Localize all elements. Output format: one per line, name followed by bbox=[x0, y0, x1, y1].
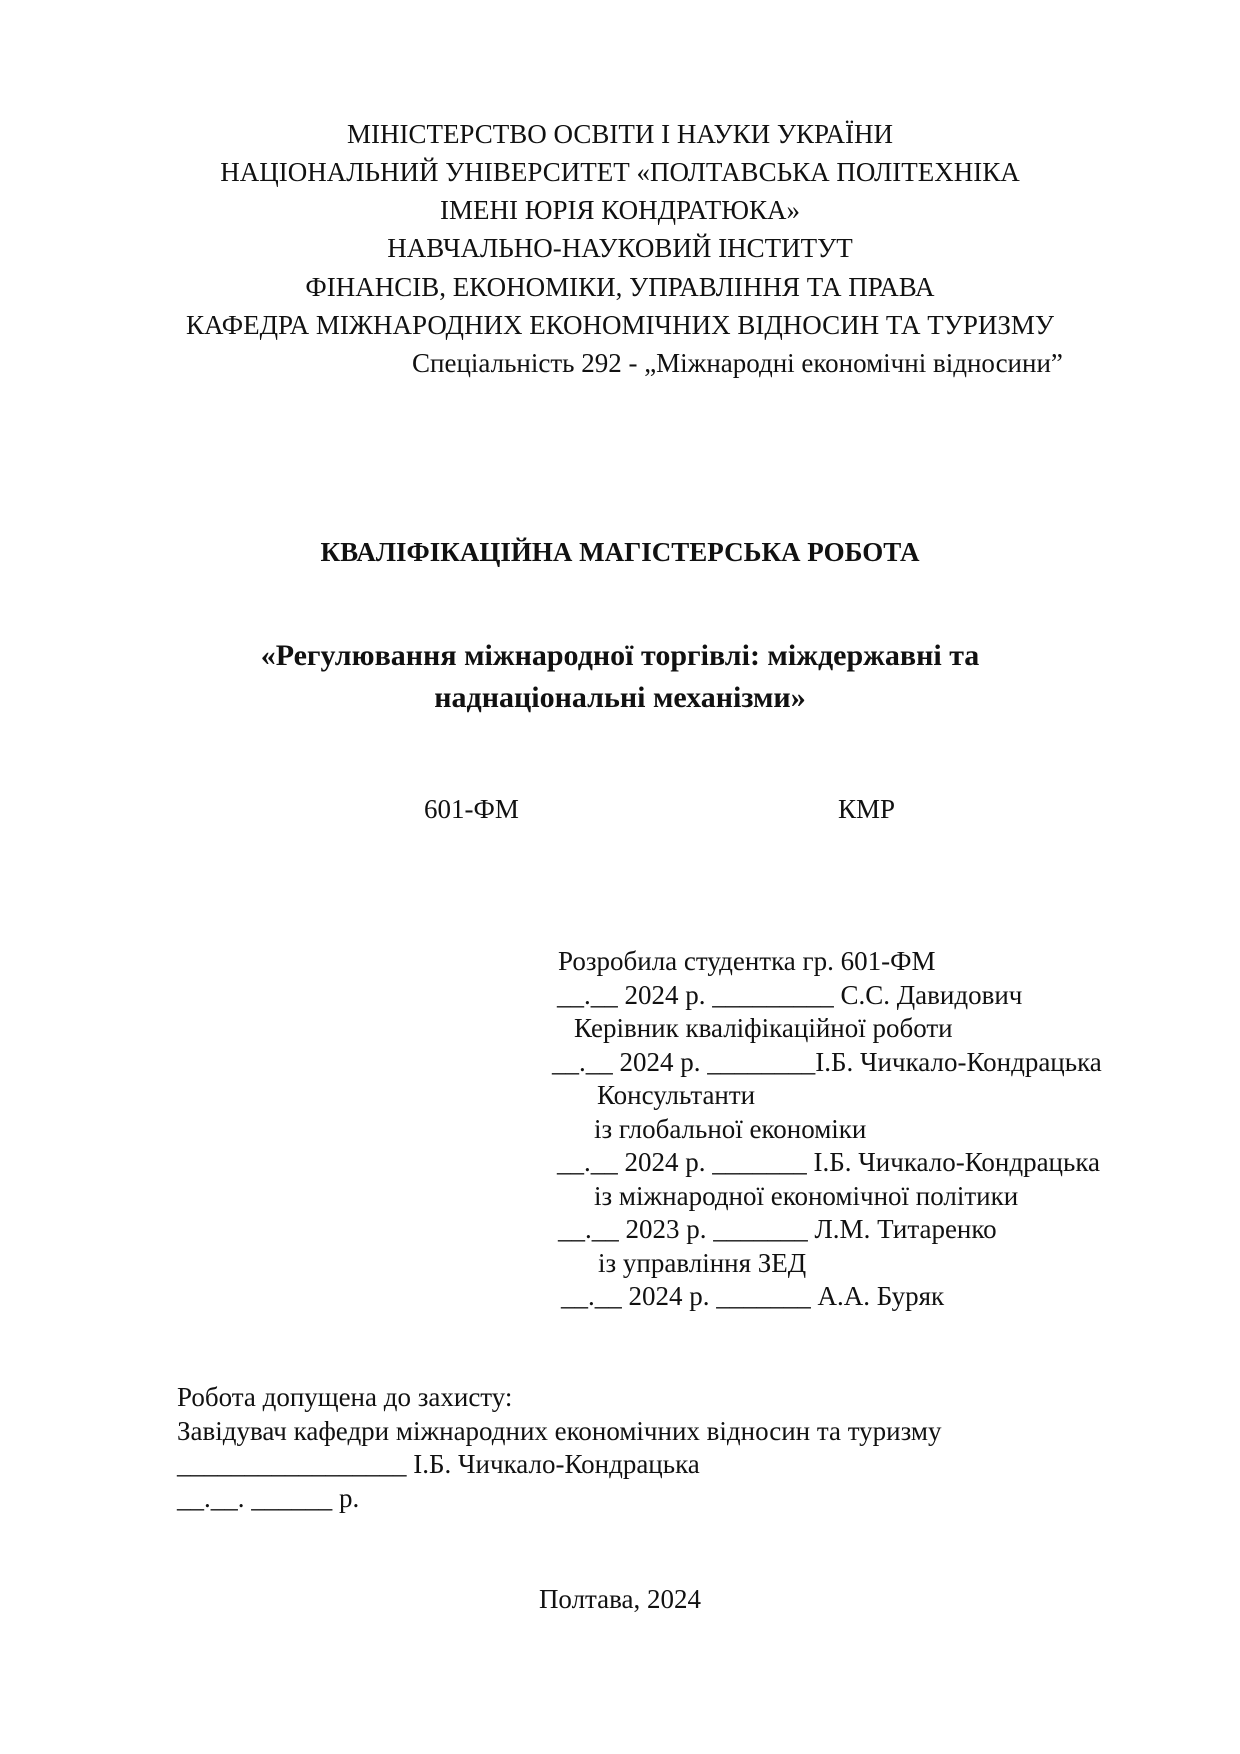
work-kind-code: КМР bbox=[838, 794, 896, 824]
group-code: 601-ФМ bbox=[424, 794, 519, 824]
specialty-line: Спеціальність 292 - „Міжнародні економічні відносини” bbox=[412, 348, 1063, 378]
university-line-2: ІМЕНІ ЮРІЯ КОНДРАТЮКА» bbox=[440, 195, 800, 225]
signature-line-consultant-1: __.__ 2024 р. _______ І.Б. Чичкало-Кондрацька bbox=[557, 1147, 1101, 1177]
admission-line-4: __.__. ______ р. bbox=[177, 1483, 360, 1513]
signature-line-consultants-title: Консультанти bbox=[597, 1080, 756, 1110]
institute-line-2: ФІНАНСІВ, ЕКОНОМІКИ, УПРАВЛІННЯ ТА ПРАВА bbox=[305, 272, 935, 302]
signature-line-global-economy: із глобальної економіки bbox=[594, 1114, 867, 1144]
admission-line-2: Завідувач кафедри міжнародних економічних відносин та туризму bbox=[177, 1416, 942, 1446]
topic-line-1: «Регулювання міжнародної торгівлі: міждержавні та bbox=[260, 639, 980, 672]
signature-line-author: __.__ 2024 р. _________ С.С. Давидович bbox=[557, 980, 1023, 1010]
admission-line-3: _________________ І.Б. Чичкало-Кондрацька bbox=[177, 1449, 700, 1479]
signature-line-intl-policy: із міжнародної економічної політики bbox=[594, 1181, 1019, 1211]
department-line: КАФЕДРА МІЖНАРОДНИХ ЕКОНОМІЧНИХ ВІДНОСИН ТА ТУРИЗМУ bbox=[186, 310, 1054, 340]
city-year: Полтава, 2024 bbox=[538, 1584, 702, 1614]
signature-line-consultant-3: __.__ 2024 р. _______ А.А. Буряк bbox=[561, 1281, 945, 1311]
signature-line-author-title: Розробила студентка гр. 601-ФМ bbox=[558, 946, 936, 976]
work-type-title: КВАЛІФІКАЦІЙНА МАГІСТЕРСЬКА РОБОТА bbox=[320, 537, 920, 567]
signature-line-zed: із управління ЗЕД bbox=[598, 1248, 807, 1278]
topic-line-2: наднаціональні механізми» bbox=[434, 681, 806, 714]
university-line-1: НАЦІОНАЛЬНИЙ УНІВЕРСИТЕТ «ПОЛТАВСЬКА ПОЛІТЕХНІКА bbox=[220, 157, 1020, 187]
institute-line-1: НАВЧАЛЬНО-НАУКОВИЙ ІНСТИТУТ bbox=[387, 233, 853, 263]
signature-line-consultant-2: __.__ 2023 р. _______ Л.М. Титаренко bbox=[558, 1214, 997, 1244]
signature-line-supervisor: __.__ 2024 р. ________І.Б. Чичкало-Кондрацька bbox=[552, 1047, 1102, 1077]
signature-line-supervisor-title: Керівник кваліфікаційної роботи bbox=[574, 1013, 953, 1043]
admission-line-1: Робота допущена до захисту: bbox=[177, 1382, 513, 1412]
ministry-line: МІНІСТЕРСТВО ОСВІТИ І НАУКИ УКРАЇНИ bbox=[346, 119, 894, 149]
